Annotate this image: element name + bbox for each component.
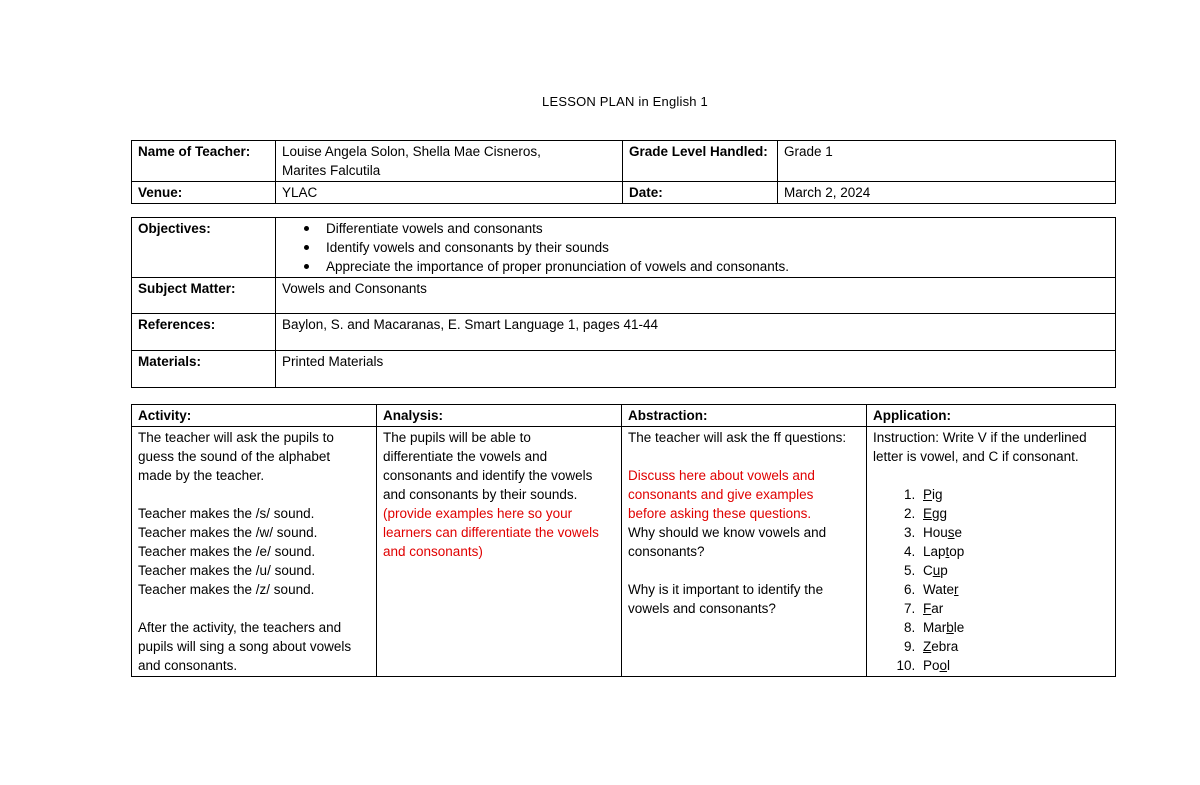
analysis-cell (377, 427, 622, 677)
analysis-line: The pupils will be able to (383, 430, 531, 445)
activity-line: The teacher will ask the pupils to (138, 430, 334, 445)
objective-item: Appreciate the importance of proper pronunciation of vowels and consonants. (326, 257, 1109, 276)
objectives-value (276, 218, 1116, 278)
teacher-value (276, 141, 623, 182)
references-value: Baylon, S. and Macaranas, E. Smart Language 1, pages 41-44 (276, 314, 1116, 351)
objectives-label: Objectives: (132, 218, 276, 278)
activity-line: pupils will sing a song about vowels (138, 639, 352, 654)
sound-line: Teacher makes the /e/ sound. (138, 544, 316, 559)
instruction-line: Instruction: Write V if the underlined (873, 430, 1087, 445)
date-label: Date: (623, 182, 778, 204)
activity-line: After the activity, the teachers and (138, 620, 342, 635)
grade-value: Grade 1 (778, 141, 1116, 182)
word-item: 1. Pig (919, 485, 1109, 504)
word-item: 6. Water (919, 580, 1109, 599)
objectives-list (282, 219, 1109, 276)
abstraction-note-line: consonants and give examples (628, 487, 814, 502)
objective-item: Differentiate vowels and consonants (326, 219, 1109, 238)
question-line: Why should we know vowels and (628, 525, 827, 540)
header-info-table (131, 140, 1116, 204)
materials-value: Printed Materials (276, 351, 1116, 388)
analysis-line: differentiate the vowels and (383, 449, 548, 464)
sound-line: Teacher makes the /u/ sound. (138, 563, 316, 578)
word-item: 7. Far (919, 599, 1109, 618)
lesson-procedure-table (131, 404, 1116, 677)
word-item: 2. Egg (919, 504, 1109, 523)
word-item: 5. Cup (919, 561, 1109, 580)
abstraction-note-line: before asking these questions. (628, 506, 812, 521)
teacher-line: Marites Falcutila (282, 163, 381, 178)
activity-line: made by the teacher. (138, 468, 265, 483)
abstraction-cell (622, 427, 867, 677)
analysis-note-line: learners can differentiate the vowels (383, 525, 599, 540)
word-item: 10. Pool (919, 656, 1109, 675)
references-label: References: (132, 314, 276, 351)
sound-line: Teacher makes the /s/ sound. (138, 506, 315, 521)
activity-line: guess the sound of the alphabet (138, 449, 331, 464)
materials-label: Materials: (132, 351, 276, 388)
objective-item: Identify vowels and consonants by their sounds (326, 238, 1109, 257)
activity-line: and consonants. (138, 658, 238, 673)
teacher-line: Louise Angela Solon, Shella Mae Cisneros, (282, 144, 541, 159)
instruction-line: letter is vowel, and C if consonant. (873, 449, 1079, 464)
activity-cell (132, 427, 377, 677)
plan-details-table (131, 217, 1116, 388)
teacher-label: Name of Teacher: (132, 141, 276, 182)
document-title: LESSON PLAN in English 1 (542, 94, 708, 109)
venue-value: YLAC (276, 182, 623, 204)
analysis-note-line: (provide examples here so your (383, 506, 573, 521)
question-line: vowels and consonants? (628, 601, 776, 616)
sound-line: Teacher makes the /z/ sound. (138, 582, 315, 597)
analysis-line: consonants and identify the vowels (383, 468, 593, 483)
application-header: Application: (867, 405, 1116, 427)
word-item: 4. Laptop (919, 542, 1109, 561)
subject-value: Vowels and Consonants (276, 278, 1116, 314)
subject-label: Subject Matter: (132, 278, 276, 314)
grade-label: Grade Level Handled: (623, 141, 778, 182)
abstraction-header: Abstraction: (622, 405, 867, 427)
application-cell (867, 427, 1116, 677)
word-item: 3. House (919, 523, 1109, 542)
activity-header: Activity: (132, 405, 377, 427)
analysis-note-line: and consonants) (383, 544, 483, 559)
word-item: 8. Marble (919, 618, 1109, 637)
question-line: Why is it important to identify the (628, 582, 824, 597)
analysis-header: Analysis: (377, 405, 622, 427)
word-list (873, 485, 1109, 675)
analysis-line: and consonants by their sounds. (383, 487, 578, 502)
word-item: 9. Zebra (919, 637, 1109, 656)
question-line: consonants? (628, 544, 705, 559)
date-value: March 2, 2024 (778, 182, 1116, 204)
abstraction-intro: The teacher will ask the ff questions: (628, 430, 847, 445)
abstraction-note-line: Discuss here about vowels and (628, 468, 815, 483)
sound-line: Teacher makes the /w/ sound. (138, 525, 318, 540)
venue-label: Venue: (132, 182, 276, 204)
